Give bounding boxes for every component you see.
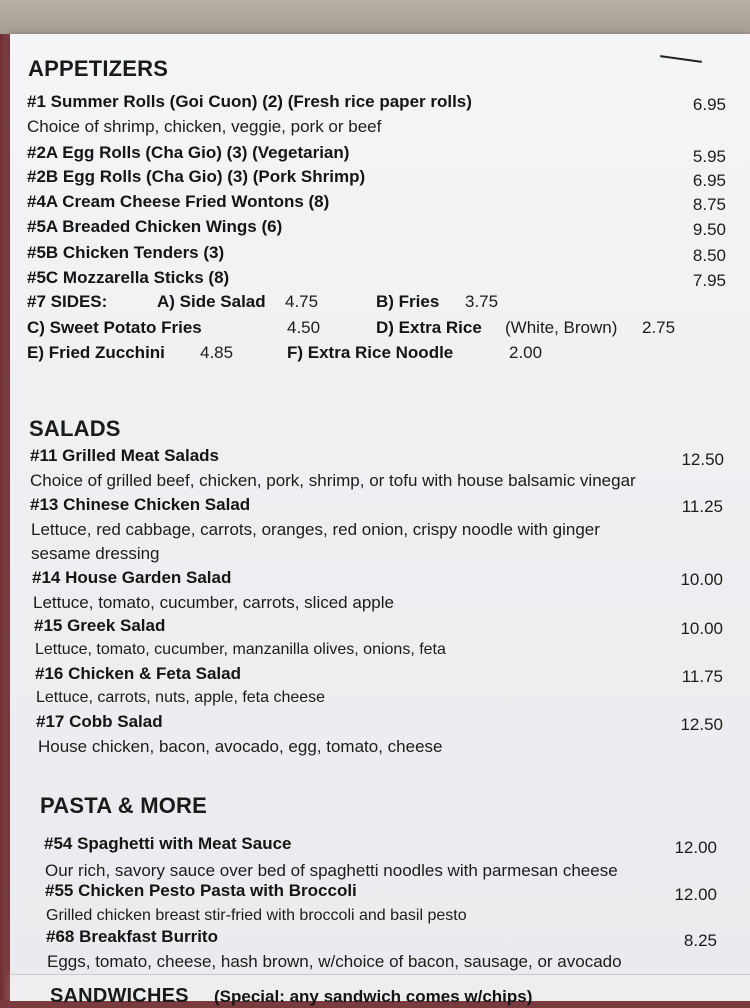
menu-item-name: #2A Egg Rolls (Cha Gio) (3) (Vegetarian) — [27, 143, 350, 162]
side-a-name: A) Side Salad — [157, 292, 266, 311]
menu-item-price: 10.00 — [680, 570, 723, 589]
side-d-price: 2.75 — [642, 318, 676, 337]
menu-item-desc: Choice of grilled beef, chicken, pork, shrimp, or tofu with house balsamic vinegar — [30, 471, 636, 490]
side-e-price: 4.85 — [200, 343, 234, 362]
menu-item-name: #16 Chicken & Feta Salad — [35, 664, 241, 683]
side-f-price: 2.00 — [509, 343, 543, 362]
background-left-edge — [0, 34, 10, 1000]
menu-item-price: 11.75 — [681, 667, 723, 686]
menu-item-name: #5C Mozzarella Sticks (8) — [27, 268, 230, 287]
menu-item-name: #2B Egg Rolls (Cha Gio) (3) (Pork Shrimp) — [27, 167, 366, 186]
menu-item-name: #15 Greek Salad — [34, 616, 166, 635]
side-a-price: 4.75 — [285, 292, 319, 311]
menu-item-price: 8.50 — [692, 246, 726, 265]
menu-item-name: #4A Cream Cheese Fried Wontons (8) — [27, 192, 330, 211]
pasta-heading: PASTA & MORE — [40, 793, 207, 818]
menu-item-desc: House chicken, bacon, avocado, egg, tomato, cheese — [38, 737, 443, 756]
menu-item-name: #1 Summer Rolls (Goi Cuon) (2) (Fresh rice paper rolls) — [27, 92, 472, 111]
menu-item-price: 8.25 — [683, 931, 717, 950]
menu-item-price: 6.95 — [692, 171, 726, 190]
menu-item-desc: Choice of shrimp, chicken, veggie, pork or beef — [27, 117, 382, 136]
menu-item-name: #14 House Garden Salad — [32, 568, 232, 587]
menu-item-name: #13 Chinese Chicken Salad — [30, 495, 251, 514]
background-top — [0, 0, 750, 34]
menu-item-price: 10.00 — [680, 619, 723, 638]
salads-heading: SALADS — [29, 416, 121, 441]
menu-item-desc: Lettuce, carrots, nuts, apple, feta cheese — [36, 689, 326, 706]
menu-item-price: 11.25 — [681, 497, 723, 516]
menu-item-desc-cont: sesame dressing — [31, 544, 160, 563]
menu-item-price: 5.95 — [692, 147, 726, 166]
menu-item-name: #11 Grilled Meat Salads — [30, 446, 219, 465]
menu-item-name: #54 Spaghetti with Meat Sauce — [44, 834, 292, 853]
menu-item-price: 6.95 — [692, 95, 726, 114]
menu-item-desc: Grilled chicken breast stir-fried with broccoli and basil pesto — [46, 907, 467, 924]
side-b-name: B) Fries — [376, 292, 440, 311]
menu-item-name: #55 Chicken Pesto Pasta with Broccoli — [45, 881, 357, 900]
menu-item-name: #5A Breaded Chicken Wings (6) — [27, 217, 283, 236]
side-c-name: C) Sweet Potato Fries — [27, 318, 202, 337]
menu-item-desc: Eggs, tomato, cheese, hash brown, w/choice of bacon, sausage, or avocado — [47, 952, 622, 971]
sides-label: #7 SIDES: — [27, 292, 108, 311]
menu-item-desc: Lettuce, tomato, cucumber, carrots, sliced apple — [33, 593, 394, 612]
menu-item-desc: Our rich, savory sauce over bed of spaghetti noodles with parmesan cheese — [45, 861, 618, 880]
menu-item-price: 12.00 — [674, 838, 717, 857]
menu-item-price: 9.50 — [692, 220, 726, 239]
menu-item-name: #17 Cobb Salad — [36, 712, 163, 731]
side-c-price: 4.50 — [287, 318, 321, 337]
menu-item-name: #5B Chicken Tenders (3) — [27, 243, 225, 262]
menu-item-price: 8.75 — [692, 195, 726, 214]
appetizers-heading: APPETIZERS — [28, 56, 169, 81]
menu-item-price: 12.00 — [674, 885, 717, 904]
side-e-name: E) Fried Zucchini — [27, 343, 165, 362]
menu-item-price: 12.50 — [680, 715, 723, 734]
side-d-note: (White, Brown) — [505, 318, 618, 337]
side-d-name: D) Extra Rice — [376, 318, 482, 337]
sandwiches-note: (Special: any sandwich comes w/chips) — [214, 987, 533, 1006]
menu-item-desc: Lettuce, tomato, cucumber, manzanilla olives, onions, feta — [35, 641, 446, 658]
side-b-price: 3.75 — [465, 292, 499, 311]
menu-item-name: #68 Breakfast Burrito — [46, 927, 218, 946]
menu-item-desc: Lettuce, red cabbage, carrots, oranges, red onion, crispy noodle with ginger — [31, 520, 600, 539]
side-f-name: F) Extra Rice Noodle — [287, 343, 454, 362]
menu-item-price: 12.50 — [681, 450, 724, 469]
sandwiches-heading: SANDWICHES — [50, 985, 189, 1007]
menu-item-price: 7.95 — [692, 271, 726, 290]
